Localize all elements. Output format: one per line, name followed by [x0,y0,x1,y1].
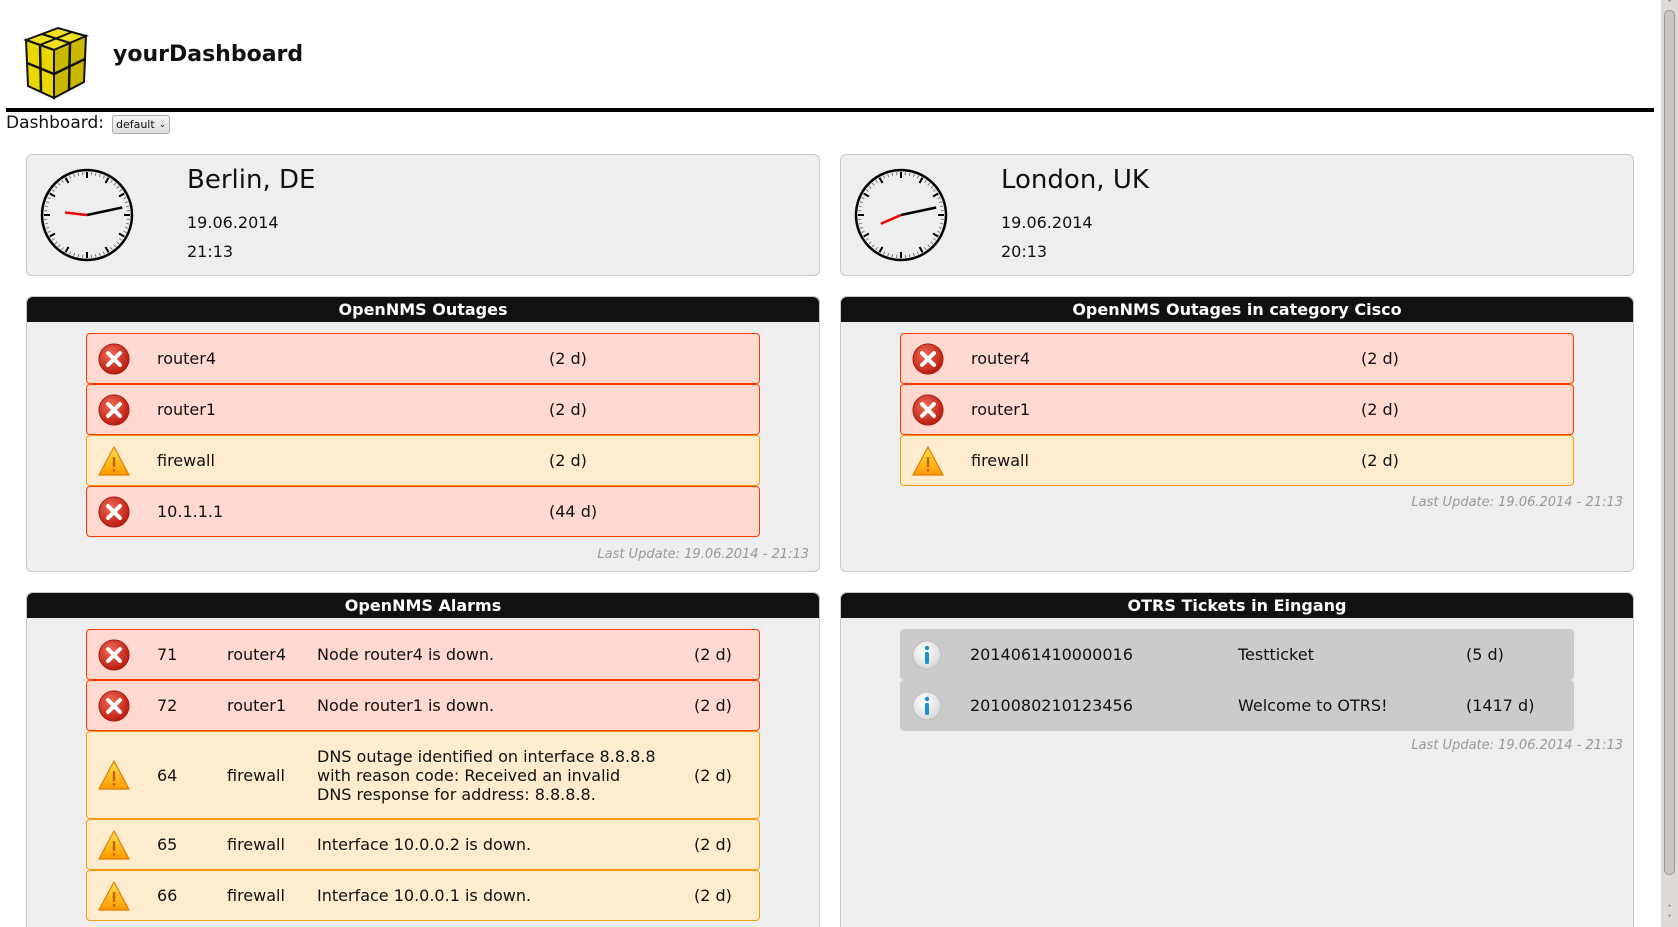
widget-title: OpenNMS Alarms [27,593,819,618]
outage-row[interactable] [900,435,1574,486]
alarm-row[interactable] [86,629,760,680]
error-x-icon [911,342,945,376]
app-title: yourDashboard [113,42,304,67]
alarm-message: Interface 10.0.0.1 is down. [317,886,532,905]
alarm-row[interactable] [86,870,760,921]
dashboard-selector-row [6,112,170,134]
ticket-number: 2010080210123456 [970,696,1133,715]
warning-triangle-icon [911,444,945,478]
alarms-list [86,629,760,921]
dashboard-select[interactable] [112,115,170,134]
info-icon [910,638,944,672]
alarm-age: (2 d) [694,765,732,785]
error-x-icon [97,495,131,529]
outage-age: (2 d) [549,451,587,470]
warning-triangle-icon [97,828,131,862]
alarm-id: 72 [157,696,178,715]
outage-age: (2 d) [1361,400,1399,419]
opennms-outages-cisco-widget [840,296,1634,572]
alarm-message: Node router1 is down. [317,696,495,715]
clock-time: 20:13 [1001,242,1048,261]
outage-row[interactable] [86,384,760,435]
alarm-id: 71 [157,645,178,664]
outage-node: firewall [971,451,1029,470]
widget-title: OpenNMS Outages [27,297,819,322]
outage-row[interactable] [86,333,760,384]
outage-row[interactable] [86,486,760,537]
ticket-number: 2014061410000016 [970,645,1133,664]
outage-node: router1 [971,400,1031,419]
clock-widget-berlin [26,154,820,276]
alarm-row[interactable] [86,819,760,870]
outage-age: (2 d) [549,400,587,419]
widget-title: OpenNMS Outages in category Cisco [841,297,1633,322]
clock-date: 19.06.2014 [187,213,279,232]
otrs-tickets-widget [840,592,1634,927]
header-divider [6,108,1654,112]
alarm-message: Node router4 is down. [317,645,495,664]
outage-node: router4 [157,349,217,368]
outage-node: router4 [971,349,1031,368]
last-update: Last Update: 19.06.2014 - 21:13 [1411,495,1623,510]
scrollbar-thumb[interactable] [1664,10,1675,875]
alarm-row[interactable] [86,731,760,819]
opennms-outages-widget [26,296,820,572]
alarm-age: (2 d) [694,835,732,854]
outage-row[interactable] [86,435,760,486]
dashboard-label: Dashboard: [6,113,104,133]
outages-list [86,333,760,537]
alarm-row[interactable] [86,680,760,731]
outage-row[interactable] [900,384,1574,435]
chevron-down-icon: ⌄ [158,119,167,130]
scroll-up-arrow-icon[interactable]: ˆ [1667,0,1672,10]
outages-cisco-list [900,333,1574,486]
analog-clock-icon [39,167,135,263]
alarm-node: firewall [227,835,285,854]
outage-node: router1 [157,400,217,419]
opennms-alarms-widget [26,592,820,927]
alarm-id: 66 [157,886,178,905]
ticket-age: (5 d) [1466,645,1504,664]
error-x-icon [97,393,131,427]
vertical-scrollbar[interactable] [1661,0,1678,927]
outage-node: firewall [157,451,215,470]
outage-age: (44 d) [549,502,598,521]
clock-city: Berlin, DE [187,165,316,195]
clock-widget-london [840,154,1634,276]
last-update: Last Update: 19.06.2014 - 21:13 [597,547,809,562]
alarm-message: Interface 10.0.0.2 is down. [317,835,532,854]
dashboard-select-value: default [115,118,155,131]
clock-time: 21:13 [187,242,234,261]
app-header [0,0,1660,108]
alarm-age: (2 d) [694,886,732,905]
alarm-message: DNS outage identified on interface 8.8.8.8 with reason code: Received an invalid DNS response for address: 8.8.8.8. [317,746,656,804]
outage-node: 10.1.1.1 [157,502,224,521]
scroll-up-arrow-icon[interactable]: ˆ [1667,905,1672,915]
ticket-subject: Testticket [1238,645,1314,664]
ticket-row[interactable] [900,680,1574,731]
error-x-icon [911,393,945,427]
outage-age: (2 d) [549,349,587,368]
outage-age: (2 d) [1361,349,1399,368]
ticket-subject: Welcome to OTRS! [1238,696,1388,715]
alarm-age: (2 d) [694,645,732,664]
warning-triangle-icon [97,444,131,478]
warning-triangle-icon [97,758,131,792]
info-icon [910,689,944,723]
alarm-age: (2 d) [694,696,732,715]
cube-logo-icon [18,22,90,100]
outage-row[interactable] [900,333,1574,384]
error-x-icon [97,638,131,672]
ticket-row[interactable] [900,629,1574,680]
analog-clock-icon [853,167,949,263]
alarm-id: 64 [157,765,178,785]
error-x-icon [97,342,131,376]
widget-title: OTRS Tickets in Eingang [841,593,1633,618]
outage-age: (2 d) [1361,451,1399,470]
warning-triangle-icon [97,879,131,913]
alarm-node: router4 [227,645,287,664]
error-x-icon [97,689,131,723]
scroll-down-arrow-icon[interactable]: ˇ [1667,915,1672,925]
tickets-list [900,629,1574,731]
alarm-node: router1 [227,696,287,715]
alarm-id: 65 [157,835,178,854]
alarm-node: firewall [227,886,285,905]
clock-date: 19.06.2014 [1001,213,1093,232]
alarm-node: firewall [227,765,285,785]
clock-city: London, UK [1001,165,1149,195]
last-update: Last Update: 19.06.2014 - 21:13 [1411,738,1623,753]
ticket-age: (1417 d) [1466,696,1535,715]
